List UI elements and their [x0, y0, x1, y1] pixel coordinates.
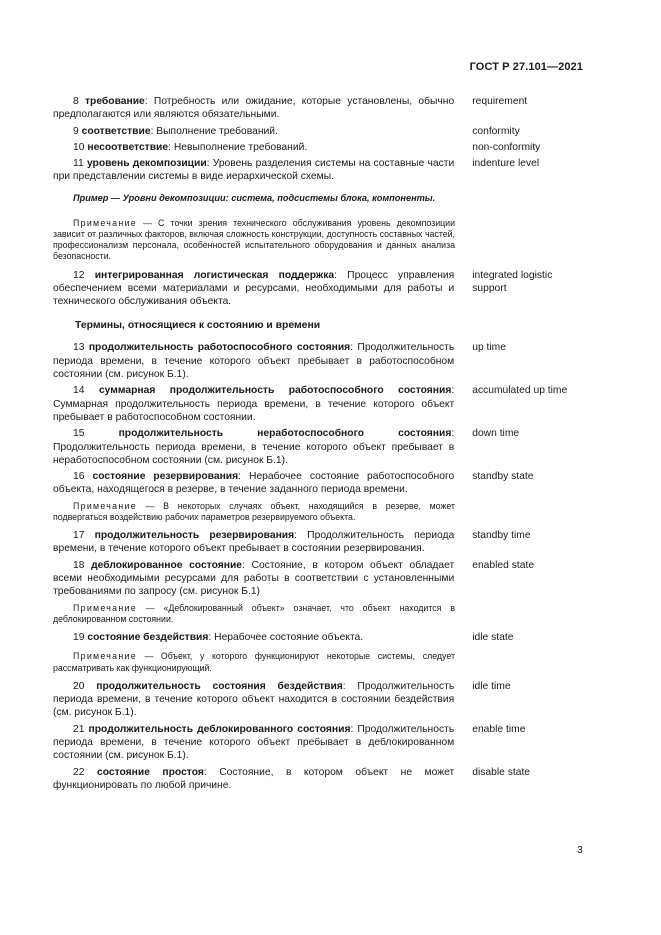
- term-entry-22: [53, 766, 584, 793]
- term-english: non-conformity: [472, 141, 541, 153]
- term-english: standby state: [472, 471, 534, 483]
- term-definition: 9 соответствие: Выполнение требований.: [73, 125, 278, 137]
- term-name: деблокированное состояние: [91, 559, 243, 571]
- term-english: disable state: [472, 766, 531, 778]
- term-entry-13: [53, 341, 584, 381]
- term-entry-18: [53, 559, 584, 599]
- term-english: integrated logistic support: [472, 269, 553, 294]
- term-note: Примечание — В некоторых случаях объект, находящийся в резерве, может подвергаться воздействию рабочих параметров резервируемого объекта.: [53, 500, 455, 522]
- term-entry-15: [53, 427, 584, 467]
- term-definition: 16 состояние резервирования: Нерабочее состояние работоспособного объекта, находящегося в резерве, в течение заданного периода времени.: [53, 471, 455, 496]
- term-english: down time: [472, 428, 520, 440]
- term-english: enabled state: [472, 559, 535, 571]
- term-english: requirement: [472, 96, 528, 107]
- terms-content: [53, 95, 584, 792]
- page-number: 3: [577, 845, 583, 856]
- term-name: состояние простоя: [96, 766, 204, 778]
- term-definition: 13 продолжительность работоспособного состояния: Продолжительность периода времени, в течение которого объект пребывает в работоспособном состоянии (см. рисунок Б.1).: [53, 342, 455, 381]
- term-definition: 12 интегрированная логистическая поддержка: Процесс управления обеспечением всеми материалами и ресурсами, необходимыми для работы и технического обслуживания объекта.: [53, 269, 455, 308]
- term-english: conformity: [472, 125, 520, 137]
- term-note: Примечание — С точки зрения технического обслуживания уровень декомпозиции зависит от различных факторов, включая сложность конструкции, доступность составных частей, профессионализм персонала, особенностей испытательного оборудования и данных анализа безопасности.: [53, 217, 455, 262]
- document-header: ГОСТ Р 27.101—2021: [469, 61, 583, 73]
- term-english: idle state: [472, 632, 514, 644]
- term-entry-14: [53, 384, 584, 424]
- term-definition: 17 продолжительность резервирования: Продолжительность периода времени, в течение которого объект пребывает в состоянии резервирования.: [53, 530, 455, 555]
- term-entry-12: [53, 269, 584, 309]
- term-english: enable time: [472, 723, 526, 735]
- term-name: соответствие: [81, 125, 151, 137]
- term-entry-16: [53, 470, 584, 497]
- term-english: up time: [472, 342, 506, 354]
- term-name: продолжительность состояния бездействия: [96, 680, 343, 692]
- term-definition: 14 суммарная продолжительность работоспособного состояния: Суммарная продолжительность периода времени, в течение которого объект пребывает в работоспособном состоянии.: [53, 385, 455, 423]
- term-definition: 22 состояние простоя: Состояние, в котором объект не может функционировать по любой причине.: [53, 766, 455, 791]
- term-name: несоответствие: [87, 141, 169, 153]
- term-definition: 21 продолжительность деблокированного состояния: Продолжительность периода времени, в течение которого объект пребывает в деблокированном состоянии (см. рисунок Б.1).: [53, 723, 455, 762]
- term-name: состояние резервирования: [92, 471, 239, 483]
- term-name: уровень декомпозиции: [86, 158, 207, 170]
- term-definition: 15 продолжительность неработоспособного состояния: Продолжительность периода времени, в течение которого объект пребывает в неработоспособном состоянии (см. рисунок Б.1).: [53, 428, 455, 466]
- term-english: standby time: [472, 530, 531, 542]
- term-entry-20: [53, 680, 584, 720]
- term-english: accumulated up time: [472, 385, 568, 397]
- term-name: интегрированная логистическая поддержка: [94, 269, 335, 281]
- term-definition: 11 уровень декомпозиции: Уровень разделения системы на составные части при представлении системы в виде иерархической схемы.: [53, 158, 455, 183]
- term-entry-19: [53, 631, 584, 644]
- term-name: требование: [85, 96, 145, 107]
- term-definition: 18 деблокированное состояние: Состояние, в котором объект обладает всеми необходимыми ресурсами для работы в соответствии с установленными требованиями по запросу (см. рисунок Б.1): [53, 559, 455, 598]
- term-name: продолжительность неработоспособного состояния: [118, 428, 452, 440]
- term-name: продолжительность деблокированного состояния: [88, 723, 351, 735]
- term-definition: 10 несоответствие: Невыполнение требований.: [73, 141, 308, 153]
- term-entry-10: [53, 141, 584, 154]
- term-entry-8: [53, 95, 584, 122]
- term-name: продолжительность резервирования: [94, 530, 295, 542]
- term-example: Пример — Уровни декомпозиции: система, подсистемы блока, компоненты.: [73, 192, 436, 203]
- term-name: суммарная продолжительность работоспособного состояния: [98, 385, 452, 397]
- term-definition: 8 требование: Потребность или ожидание, которые установлены, обычно предполагаются или являются обязательными.: [53, 96, 455, 121]
- term-name: состояние бездействия: [87, 632, 209, 644]
- section-title: Термины, относящиеся к состоянию и времени: [75, 320, 321, 332]
- term-definition: 20 продолжительность состояния бездействия: Продолжительность периода времени, в течение которого объект находится в состоянии бездействия (см. рисунок Б.1).: [53, 680, 455, 719]
- term-entry-9: [53, 125, 584, 138]
- term-name: продолжительность работоспособного состояния: [88, 342, 351, 354]
- term-entry-17: [53, 529, 584, 556]
- term-entry-21: [53, 723, 584, 763]
- term-entry-11: [53, 157, 584, 184]
- term-english: idle time: [472, 680, 511, 692]
- term-note: Примечание — «Деблокированный объект» означает, что объект находится в деблокированном состоянии.: [53, 602, 455, 624]
- term-english: indenture level: [472, 158, 540, 170]
- term-definition: 19 состояние бездействия: Нерабочее состояние объекта.: [73, 632, 364, 644]
- term-note: Примечание — Объект, у которого функционируют некоторые системы, следует рассматривать как функционирующий.: [53, 651, 455, 673]
